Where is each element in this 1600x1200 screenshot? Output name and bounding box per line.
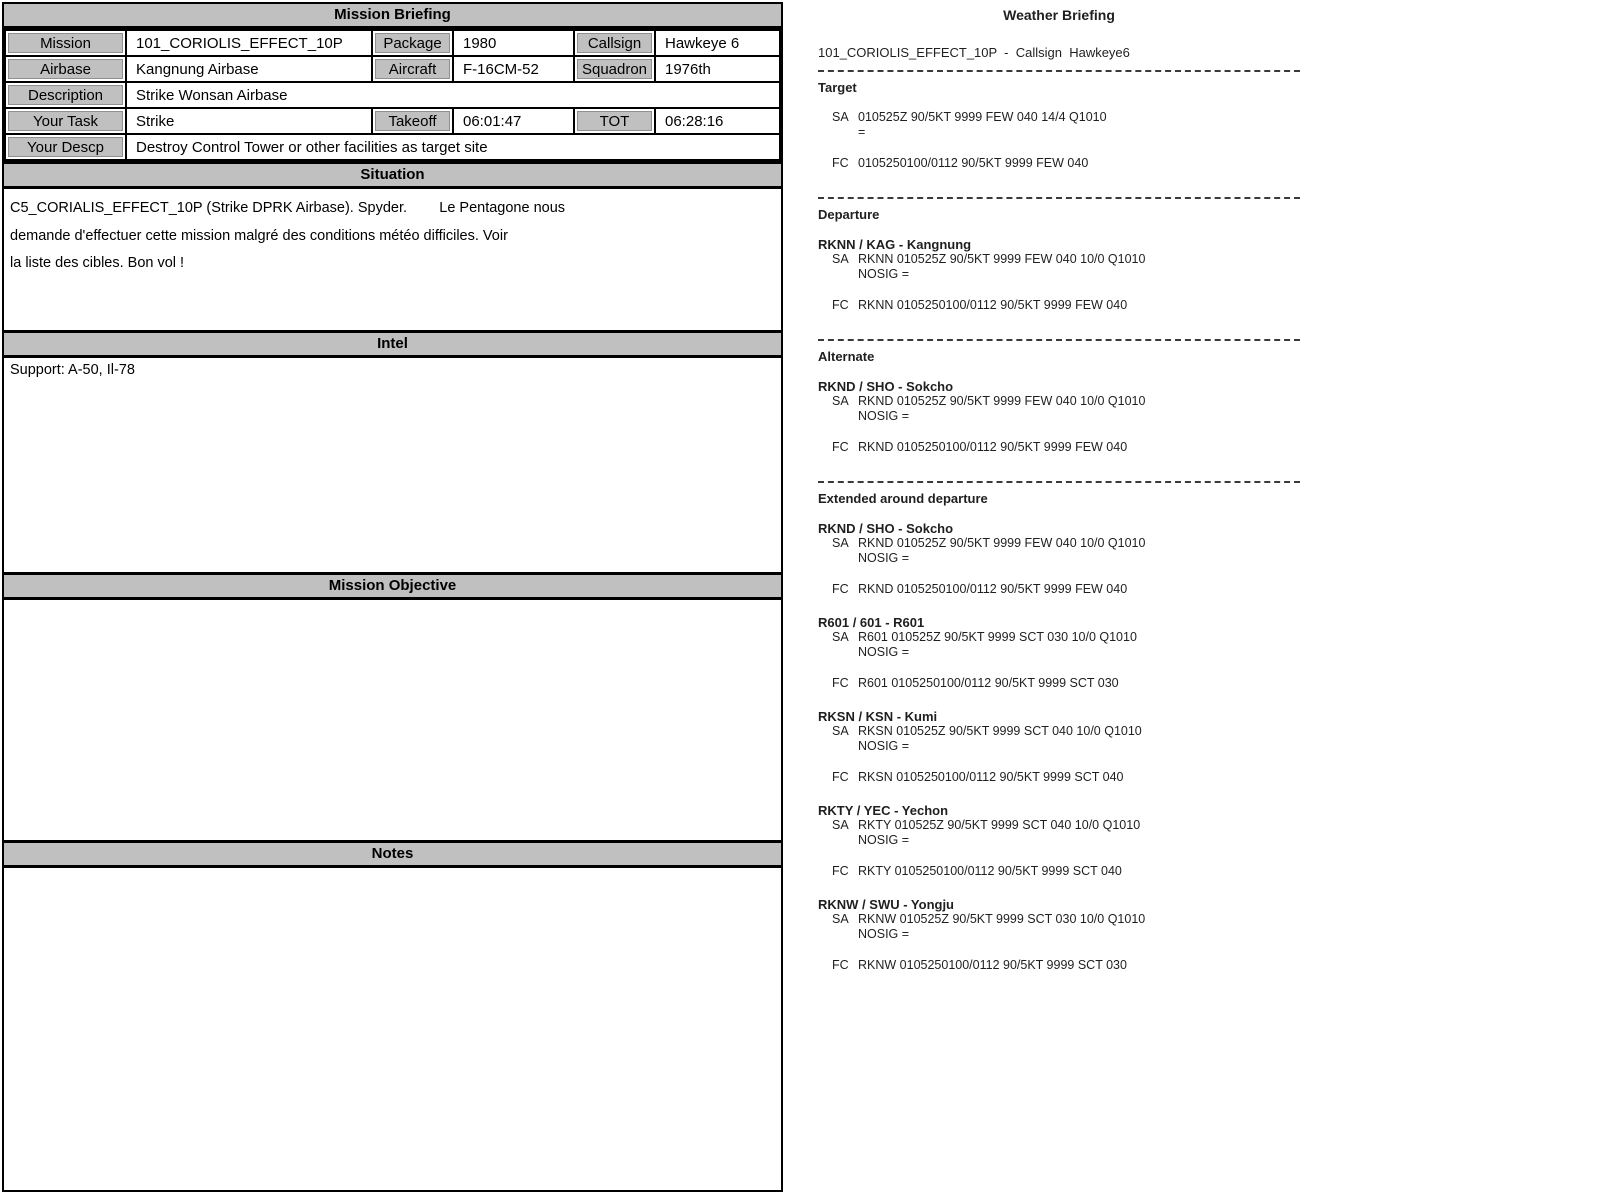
weather-station xyxy=(818,379,1300,455)
weather-fc-row xyxy=(818,864,1300,879)
weather-section xyxy=(818,339,1300,455)
weather-station-header: RKND / SHO - Sokcho xyxy=(818,379,954,394)
sa-label: SA xyxy=(832,724,849,738)
sa-report-line: NOSIG = xyxy=(858,409,910,423)
weather-station-header: RKSN / KSN - Kumi xyxy=(818,709,938,724)
sa-report-line: = xyxy=(858,125,866,139)
weather-briefing-panel xyxy=(818,8,1300,973)
sa-label: SA xyxy=(832,394,849,408)
mission-value: 101_CORIOLIS_EFFECT_10P xyxy=(126,30,372,56)
weather-section xyxy=(818,197,1300,313)
mission-briefing-panel xyxy=(2,2,783,1192)
weather-sections xyxy=(818,70,1300,973)
sa-label: SA xyxy=(832,110,849,124)
weather-station xyxy=(818,897,1300,973)
sa-report-line: 010525Z 90/5KT 9999 FEW 040 14/4 Q1010 xyxy=(858,110,1107,124)
weather-sa-row xyxy=(818,394,1300,424)
notes-box xyxy=(4,868,781,1174)
situation-line: la liste des cibles. Bon vol ! xyxy=(10,255,185,271)
sa-report xyxy=(858,394,1300,424)
sa-label: SA xyxy=(832,630,849,644)
sa-report xyxy=(858,818,1300,848)
takeoff-value: 06:01:47 xyxy=(453,108,574,134)
airbase-value: Kangnung Airbase xyxy=(126,56,372,82)
package-value: 1980 xyxy=(453,30,574,56)
sa-report xyxy=(858,724,1300,754)
table-row xyxy=(5,134,780,160)
weather-mission-subtitle: 101_CORIOLIS_EFFECT_10P - Callsign Hawkeye6 xyxy=(818,45,1130,60)
dashed-separator xyxy=(818,197,1300,199)
table-row xyxy=(5,82,780,108)
fc-label: FC xyxy=(832,582,849,596)
mission-briefing-table xyxy=(4,29,781,161)
tot-label: TOT xyxy=(574,108,655,134)
sa-report xyxy=(858,912,1300,942)
description-label: Description xyxy=(5,82,126,108)
weather-briefing-title: Weather Briefing xyxy=(1003,7,1115,23)
sa-label: SA xyxy=(832,912,849,926)
sa-report-line: RKND 010525Z 90/5KT 9999 FEW 040 10/0 Q1010 xyxy=(858,536,1146,550)
fc-label: FC xyxy=(832,156,849,170)
weather-section xyxy=(818,481,1300,973)
weather-station xyxy=(818,521,1300,597)
sa-report xyxy=(858,536,1300,566)
sa-label: SA xyxy=(832,536,849,550)
sa-report-line: RKND 010525Z 90/5KT 9999 FEW 040 10/0 Q1010 xyxy=(858,394,1146,408)
weather-sa-row xyxy=(818,724,1300,754)
mission-label: Mission xyxy=(5,30,126,56)
intel-box xyxy=(4,358,781,572)
your-descp-value: Destroy Control Tower or other facilities as target site xyxy=(126,134,780,160)
weather-station xyxy=(818,237,1300,313)
sa-report-line: NOSIG = xyxy=(858,833,910,847)
situation-line: demande d'effectuer cette mission malgré des conditions météo difficiles. Voir xyxy=(10,227,508,244)
weather-fc-row xyxy=(818,440,1300,455)
squadron-value: 1976th xyxy=(655,56,780,82)
airbase-label: Airbase xyxy=(5,56,126,82)
intel-header: Intel xyxy=(4,330,781,358)
weather-fc-row xyxy=(818,298,1300,313)
weather-sa-row xyxy=(818,110,1300,140)
sa-report-line: RKNN 010525Z 90/5KT 9999 FEW 040 10/0 Q1010 xyxy=(858,252,1146,266)
aircraft-value: F-16CM-52 xyxy=(453,56,574,82)
weather-sa-row xyxy=(818,912,1300,942)
notes-header: Notes xyxy=(4,840,781,868)
dashed-separator xyxy=(818,339,1300,341)
weather-section-title: Departure xyxy=(818,207,880,222)
your-task-value: Strike xyxy=(126,108,372,134)
weather-station-header: R601 / 601 - R601 xyxy=(818,615,925,630)
weather-section-title: Extended around departure xyxy=(818,491,988,506)
mission-briefing-header: Mission Briefing xyxy=(4,4,781,29)
weather-sa-row xyxy=(818,818,1300,848)
weather-sa-row xyxy=(818,536,1300,566)
sa-report-line: NOSIG = xyxy=(858,927,910,941)
fc-report: R601 0105250100/0112 90/5KT 9999 SCT 030 xyxy=(858,676,1119,690)
fc-label: FC xyxy=(832,440,849,454)
squadron-label: Squadron xyxy=(574,56,655,82)
table-row xyxy=(5,30,780,56)
dashed-separator xyxy=(818,70,1300,72)
situation-line: C5_CORIALIS_EFFECT_10P (Strike DPRK Airbase). Spyder. Le Pentagone nous xyxy=(10,200,566,216)
weather-station xyxy=(818,110,1300,171)
fc-report: RKND 0105250100/0112 90/5KT 9999 FEW 040 xyxy=(858,440,1128,454)
sa-report-line: NOSIG = xyxy=(858,645,910,659)
your-descp-label: Your Descp xyxy=(5,134,126,160)
fc-label: FC xyxy=(832,298,849,312)
weather-sa-row xyxy=(818,252,1300,282)
weather-section xyxy=(818,70,1300,171)
fc-report: RKNN 0105250100/0112 90/5KT 9999 FEW 040 xyxy=(858,298,1128,312)
mission-objective-box xyxy=(4,600,781,840)
fc-label: FC xyxy=(832,770,849,784)
weather-station xyxy=(818,803,1300,879)
fc-report: RKSN 0105250100/0112 90/5KT 9999 SCT 040 xyxy=(858,770,1124,784)
callsign-label: Callsign xyxy=(574,30,655,56)
takeoff-label: Takeoff xyxy=(372,108,453,134)
sa-report-line: RKNW 010525Z 90/5KT 9999 SCT 030 10/0 Q1010 xyxy=(858,912,1146,926)
situation-header: Situation xyxy=(4,161,781,189)
mission-objective-header: Mission Objective xyxy=(4,572,781,600)
tot-value: 06:28:16 xyxy=(655,108,780,134)
weather-section-title: Alternate xyxy=(818,349,875,364)
fc-report: RKNW 0105250100/0112 90/5KT 9999 SCT 030 xyxy=(858,958,1127,972)
weather-fc-row xyxy=(818,156,1300,171)
fc-label: FC xyxy=(832,676,849,690)
weather-fc-row xyxy=(818,958,1300,973)
fc-report: RKND 0105250100/0112 90/5KT 9999 FEW 040 xyxy=(858,582,1128,596)
fc-report: RKTY 0105250100/0112 90/5KT 9999 SCT 040 xyxy=(858,864,1122,878)
weather-station xyxy=(818,709,1300,785)
weather-station-header: RKTY / YEC - Yechon xyxy=(818,803,949,818)
weather-fc-row xyxy=(818,676,1300,691)
sa-report xyxy=(858,630,1300,660)
fc-report: 0105250100/0112 90/5KT 9999 FEW 040 xyxy=(858,156,1089,170)
situation-box xyxy=(4,189,781,330)
your-task-label: Your Task xyxy=(5,108,126,134)
fc-label: FC xyxy=(832,864,849,878)
weather-station-header: RKNN / KAG - Kangnung xyxy=(818,237,972,252)
package-label: Package xyxy=(372,30,453,56)
aircraft-label: Aircraft xyxy=(372,56,453,82)
weather-section-title: Target xyxy=(818,80,857,95)
sa-label: SA xyxy=(832,252,849,266)
weather-station xyxy=(818,615,1300,691)
weather-station-header: RKND / SHO - Sokcho xyxy=(818,521,954,536)
description-value: Strike Wonsan Airbase xyxy=(126,82,780,108)
sa-report-line: NOSIG = xyxy=(858,739,910,753)
table-row xyxy=(5,56,780,82)
table-row xyxy=(5,108,780,134)
sa-report-line: RKSN 010525Z 90/5KT 9999 SCT 040 10/0 Q1010 xyxy=(858,724,1142,738)
sa-report-line: RKTY 010525Z 90/5KT 9999 SCT 040 10/0 Q1010 xyxy=(858,818,1141,832)
weather-sa-row xyxy=(818,630,1300,660)
weather-fc-row xyxy=(818,582,1300,597)
sa-report xyxy=(858,252,1300,282)
intel-text: Support: A-50, Il-78 xyxy=(10,362,135,378)
sa-report xyxy=(858,110,1300,140)
callsign-value: Hawkeye 6 xyxy=(655,30,780,56)
dashed-separator xyxy=(818,481,1300,483)
sa-report-line: NOSIG = xyxy=(858,267,910,281)
sa-report-line: NOSIG = xyxy=(858,551,910,565)
weather-fc-row xyxy=(818,770,1300,785)
sa-label: SA xyxy=(832,818,849,832)
sa-report-line: R601 010525Z 90/5KT 9999 SCT 030 10/0 Q1010 xyxy=(858,630,1137,644)
fc-label: FC xyxy=(832,958,849,972)
weather-station-header: RKNW / SWU - Yongju xyxy=(818,897,954,912)
